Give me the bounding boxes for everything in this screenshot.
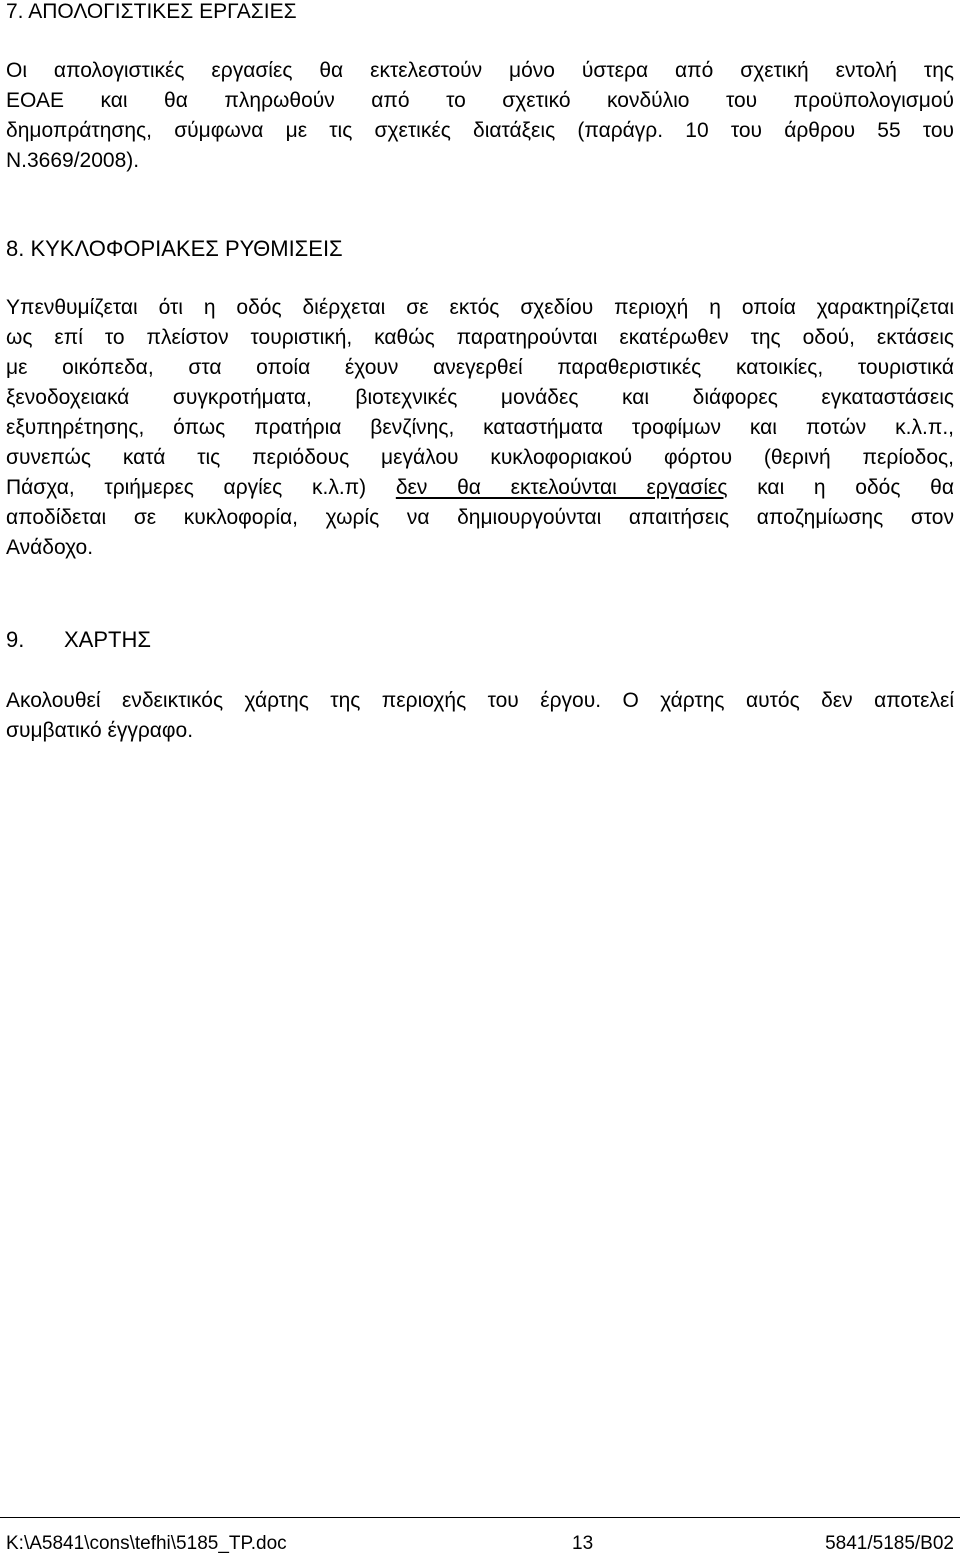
section-9-heading (6, 627, 151, 653)
paragraph-line: δημοπράτησης, σύμφωνα με τις σχετικές διατάξεις (παράγρ. 10 του άρθρου 55 του (6, 119, 954, 142)
paragraph-line: ως επί το πλείστον τουριστική, καθώς παρατηρούνται εκατέρωθεν της οδού, εκτάσεις (6, 326, 954, 349)
paragraph-line: Οι απολογιστικές εργασίες θα εκτελεστούν μόνο ύστερα από σχετική εντολή της (6, 59, 954, 82)
section-9-paragraph (6, 686, 954, 746)
paragraph-line: ΕΟΑΕ και θα πληρωθούν από το σχετικό κονδύλιο του προϋπολογισμού (6, 89, 954, 112)
paragraph-line: Ανάδοχο. (6, 536, 94, 559)
section-8-heading: 8. ΚΥΚΛΟΦΟΡΙΑΚΕΣ ΡΥΘΜΙΣΕΙΣ (6, 236, 343, 261)
paragraph-line: Ακολουθεί ενδεικτικός χάρτης της περιοχής του έργου. Ο χάρτης αυτός δεν αποτελεί (6, 689, 954, 712)
paragraph-line: αποδίδεται σε κυκλοφορία, χωρίς να δημιουργούνται απαιτήσεις αποζημίωσης στον (6, 506, 954, 529)
paragraph-line: συμβατικό έγγραφο. (6, 719, 194, 742)
section-8-paragraph (6, 293, 954, 563)
text-after-emphasis: και η οδός θα (727, 476, 954, 499)
footer-file-path: K:\A5841\cons\tefhi\5185_TP.doc (6, 1533, 287, 1554)
paragraph-line: ξενοδοχειακά συγκροτήματα, βιοτεχνικές μονάδες και διάφορες εγκαταστάσεις (6, 386, 954, 409)
footer-document-code: 5841/5185/B02 (825, 1533, 954, 1554)
paragraph-line: συνεπώς κατά τις περιόδους μεγάλου κυκλοφοριακού φόρτου (θερινή περίοδος, (6, 446, 954, 469)
section-9-title: ΧΑΡΤΗΣ (64, 627, 151, 652)
paragraph-line: Ν.3669/2008). (6, 149, 140, 172)
paragraph-line: εξυπηρέτησης, όπως πρατήρια βενζίνης, καταστήματα τροφίμων και ποτών κ.λ.π., (6, 416, 954, 439)
section-7-paragraph (6, 56, 954, 176)
paragraph-line: με οικόπεδα, στα οποία έχουν ανεγερθεί παραθεριστικές κατοικίες, τουριστικά (6, 356, 954, 379)
text-before-emphasis: Πάσχα, τριήμερες αργίες κ.λ.π) (6, 476, 396, 499)
section-9-number: 9. (6, 627, 25, 652)
page-footer (0, 1517, 960, 1564)
section-7-heading: 7. ΑΠΟΛΟΓΙΣΤΙΚΕΣ ΕΡΓΑΣΙΕΣ (6, 0, 297, 23)
paragraph-line-with-emphasis (6, 473, 954, 503)
underlined-emphasis: δεν θα εκτελούνται εργασίες (395, 476, 728, 499)
paragraph-line: Υπενθυμίζεται ότι η οδός διέρχεται σε εκτός σχεδίου περιοχή η οποία χαρακτηρίζεται (6, 296, 954, 319)
footer-page-number: 13 (572, 1533, 594, 1554)
